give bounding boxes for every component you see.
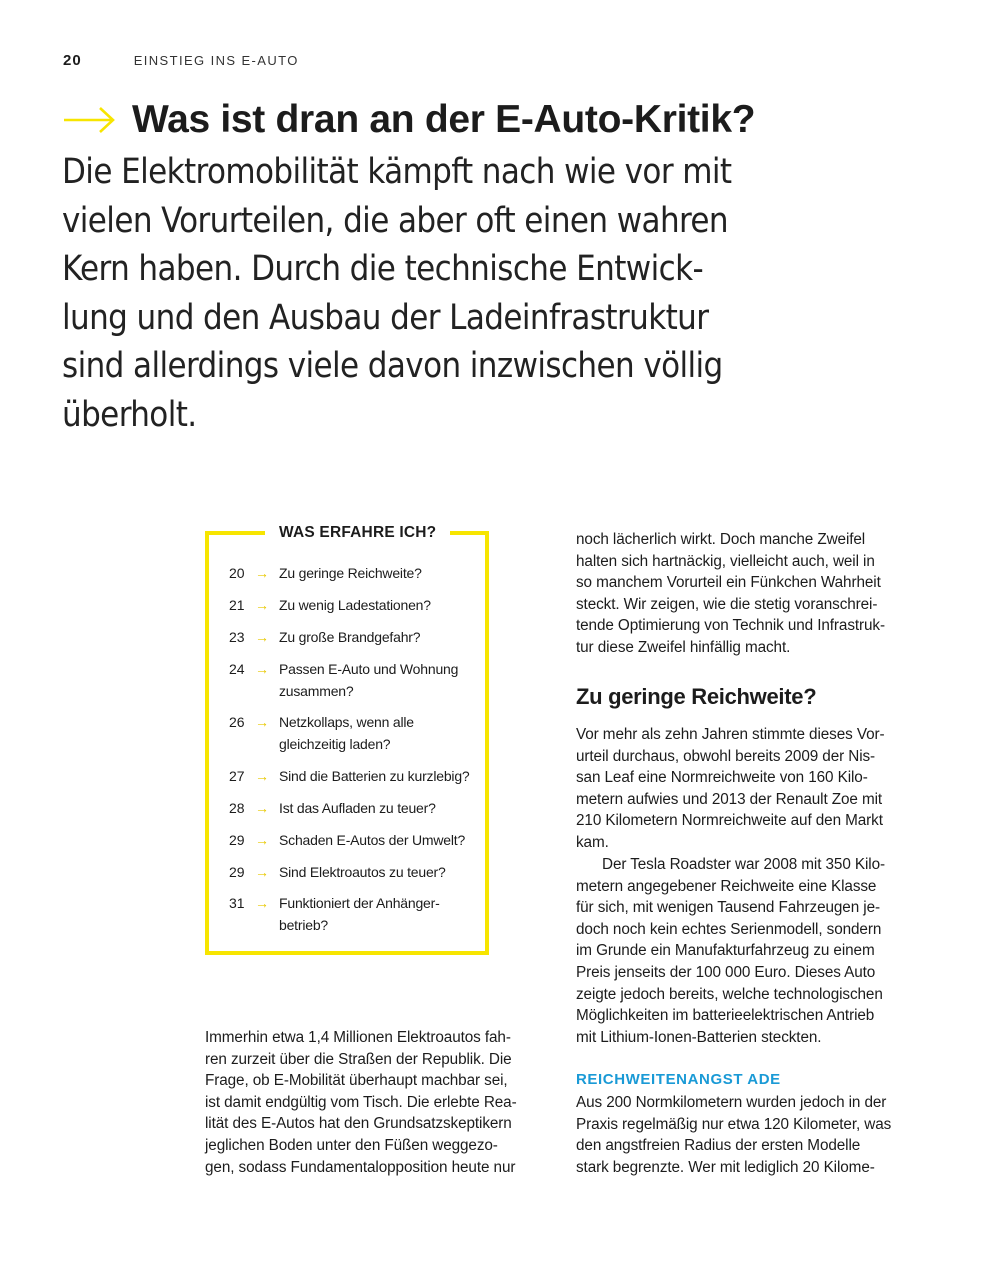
toc-label: Sind die Batterien zu kurzlebig? <box>279 768 470 784</box>
text-line: Möglichkeiten im batterieelektrischen Antrieb <box>576 1007 875 1025</box>
section-heading: Zu geringe Reichweite? <box>576 684 817 709</box>
right-arrow-icon: → <box>255 714 269 730</box>
toc-page-number: 31 <box>229 895 245 911</box>
text-line: metern aufwies und 2013 der Renault Zoe mit <box>576 790 883 808</box>
text-line: steckt. Wir zeigen, wie die stetig voranschrei- <box>576 595 878 613</box>
right-arrow-icon <box>62 105 116 135</box>
text-line: Aus 200 Normkilometern wurden jedoch in der <box>576 1094 887 1111</box>
toc-page-number: 28 <box>229 800 245 816</box>
text-line: kam. <box>576 833 609 851</box>
right-arrow-icon: → <box>255 832 269 848</box>
page-number: 20 <box>63 52 82 69</box>
intro-line: Die Elektromobilität kämpft nach wie vor mit <box>62 152 732 192</box>
text-line: ren zurzeit über die Straßen der Republik. Die <box>205 1050 512 1068</box>
text-line: Preis jenseits der 100 000 Euro. Dieses Auto <box>576 963 876 981</box>
right-arrow-icon: → <box>255 895 269 911</box>
toc-item[interactable] <box>229 797 479 819</box>
text-line: noch lächerlich wirkt. Doch manche Zweifel <box>576 531 866 548</box>
right-arrow-icon: → <box>255 629 269 645</box>
intro-paragraph <box>62 148 882 439</box>
text-line: Frage, ob E-Mobilität überhaupt machbar sei, <box>205 1072 508 1090</box>
toc-label-line: Passen E-Auto und Wohnung <box>279 661 459 677</box>
text-line: mit Lithium-Ionen-Batterien steckten. <box>576 1028 822 1046</box>
text-line: stark begrenzte. Wer mit lediglich 20 Kilome- <box>576 1158 875 1176</box>
intro-line: vielen Vorurteilen, die aber oft einen wahren <box>62 200 728 241</box>
intro-line: lung und den Ausbau der Ladeinfrastruktur <box>62 297 709 338</box>
intro-line: überholt. <box>62 394 197 435</box>
toc-label-line: zusammen? <box>279 683 354 699</box>
toc-box <box>205 524 489 955</box>
toc-page-number: 21 <box>229 597 245 613</box>
toc-label <box>279 658 479 702</box>
text-line: Vor mehr als zehn Jahren stimmte dieses Vor- <box>576 726 885 743</box>
text-line: metern angegebener Reichweite eine Klasse <box>576 877 877 895</box>
text-line: lität des E-Autos hat den Grundsatzskeptikern <box>205 1115 512 1133</box>
toc-item[interactable] <box>229 626 479 648</box>
text-line: tur diese Zweifel hinfällig macht. <box>576 638 791 656</box>
text-line: den angstfreien Radius der ersten Modelle <box>576 1137 861 1155</box>
toc-label: Zu große Brandgefahr? <box>279 629 421 645</box>
toc-label-line: Netzkollaps, wenn alle <box>279 714 414 730</box>
toc-page-number: 23 <box>229 629 245 645</box>
right-arrow-icon: → <box>255 800 269 816</box>
toc-item[interactable] <box>229 594 479 616</box>
right-arrow-icon: → <box>255 565 269 581</box>
toc-item[interactable] <box>229 829 479 851</box>
page-title: Was ist dran an der E-Auto-Kritik? <box>132 98 756 141</box>
toc-label: Schaden E-Autos der Umwelt? <box>279 832 466 848</box>
toc-page-number: 24 <box>229 661 245 677</box>
toc-page-number: 20 <box>229 565 245 581</box>
text-line: Der Tesla Roadster war 2008 mit 350 Kilo- <box>602 856 885 873</box>
body-paragraph <box>576 854 926 1048</box>
text-line: im Grunde ein Manufakturfahrzeug zu einem <box>576 942 875 960</box>
toc-page-number: 27 <box>229 768 245 784</box>
text-line: 210 Kilometern Normreichweite auf den Markt <box>576 812 883 830</box>
section-label: EINSTIEG INS E-AUTO <box>133 53 299 68</box>
body-paragraph <box>576 1092 926 1178</box>
toc-label: Ist das Aufladen zu teuer? <box>279 800 436 816</box>
toc-item[interactable] <box>229 711 479 755</box>
toc-label: Sind Elektroautos zu teuer? <box>279 864 446 880</box>
text-line: Praxis regelmäßig nur etwa 120 Kilometer, was <box>576 1115 892 1133</box>
text-line: doch noch kein echtes Serienmodell, sondern <box>576 920 882 938</box>
intro-line: sind allerdings viele davon inzwischen völlig <box>62 346 723 386</box>
text-line: urteil durchaus, obwohl bereits 2009 der Nis- <box>576 747 876 765</box>
toc-label: Zu geringe Reichweite? <box>279 565 422 581</box>
right-column-intro <box>576 529 926 659</box>
text-line: ist damit endgültig vom Tisch. Die erlebte Rea- <box>205 1093 517 1111</box>
text-line: gen, sodass Fundamentalopposition heute nur <box>205 1158 516 1176</box>
text-line: tende Optimierung von Technik und Infrastruk- <box>576 617 885 635</box>
toc-item[interactable] <box>229 861 479 883</box>
intro-line: Kern haben. Durch die technische Entwick- <box>62 249 704 289</box>
toc-item[interactable] <box>229 892 479 936</box>
toc-item[interactable] <box>229 562 479 584</box>
running-header <box>63 52 299 69</box>
right-arrow-icon: → <box>255 864 269 880</box>
toc-label: Zu wenig Ladestationen? <box>279 597 431 613</box>
body-paragraph <box>576 724 926 854</box>
text-line: zeigte jedoch bereits, welche technologischen <box>576 985 883 1003</box>
headline <box>62 98 755 142</box>
toc-item[interactable] <box>229 658 479 702</box>
text-line: Immerhin etwa 1,4 Millionen Elektroautos fah- <box>205 1029 511 1046</box>
right-arrow-icon: → <box>255 597 269 613</box>
text-line: so manchem Vorurteil ein Fünkchen Wahrheit <box>576 574 881 592</box>
toc-label <box>279 892 479 936</box>
right-arrow-icon: → <box>255 661 269 677</box>
text-line: jeglichen Boden unter den Füßen weggezo- <box>205 1136 498 1154</box>
toc-page-number: 29 <box>229 832 245 848</box>
toc-label-line: betrieb? <box>279 917 328 933</box>
left-column-paragraph <box>205 1027 550 1178</box>
toc-item[interactable] <box>229 765 479 787</box>
kicker-heading: REICHWEITENANGST ADE <box>576 1071 781 1088</box>
text-line: für sich, mit wenigen Tausend Fahrzeugen je- <box>576 899 880 917</box>
toc-label-line: Funktioniert der Anhänger- <box>279 895 440 911</box>
toc-label-line: gleichzeitig laden? <box>279 736 391 752</box>
toc-label <box>279 711 479 755</box>
toc-page-number: 26 <box>229 714 245 730</box>
toc-page-number: 29 <box>229 864 245 880</box>
text-line: san Leaf eine Normreichweite von 160 Kilo- <box>576 769 868 787</box>
text-line: halten sich hartnäckig, vielleicht auch, weil in <box>576 552 875 570</box>
right-arrow-icon: → <box>255 768 269 784</box>
toc-title: WAS ERFAHRE ICH? <box>265 521 450 545</box>
